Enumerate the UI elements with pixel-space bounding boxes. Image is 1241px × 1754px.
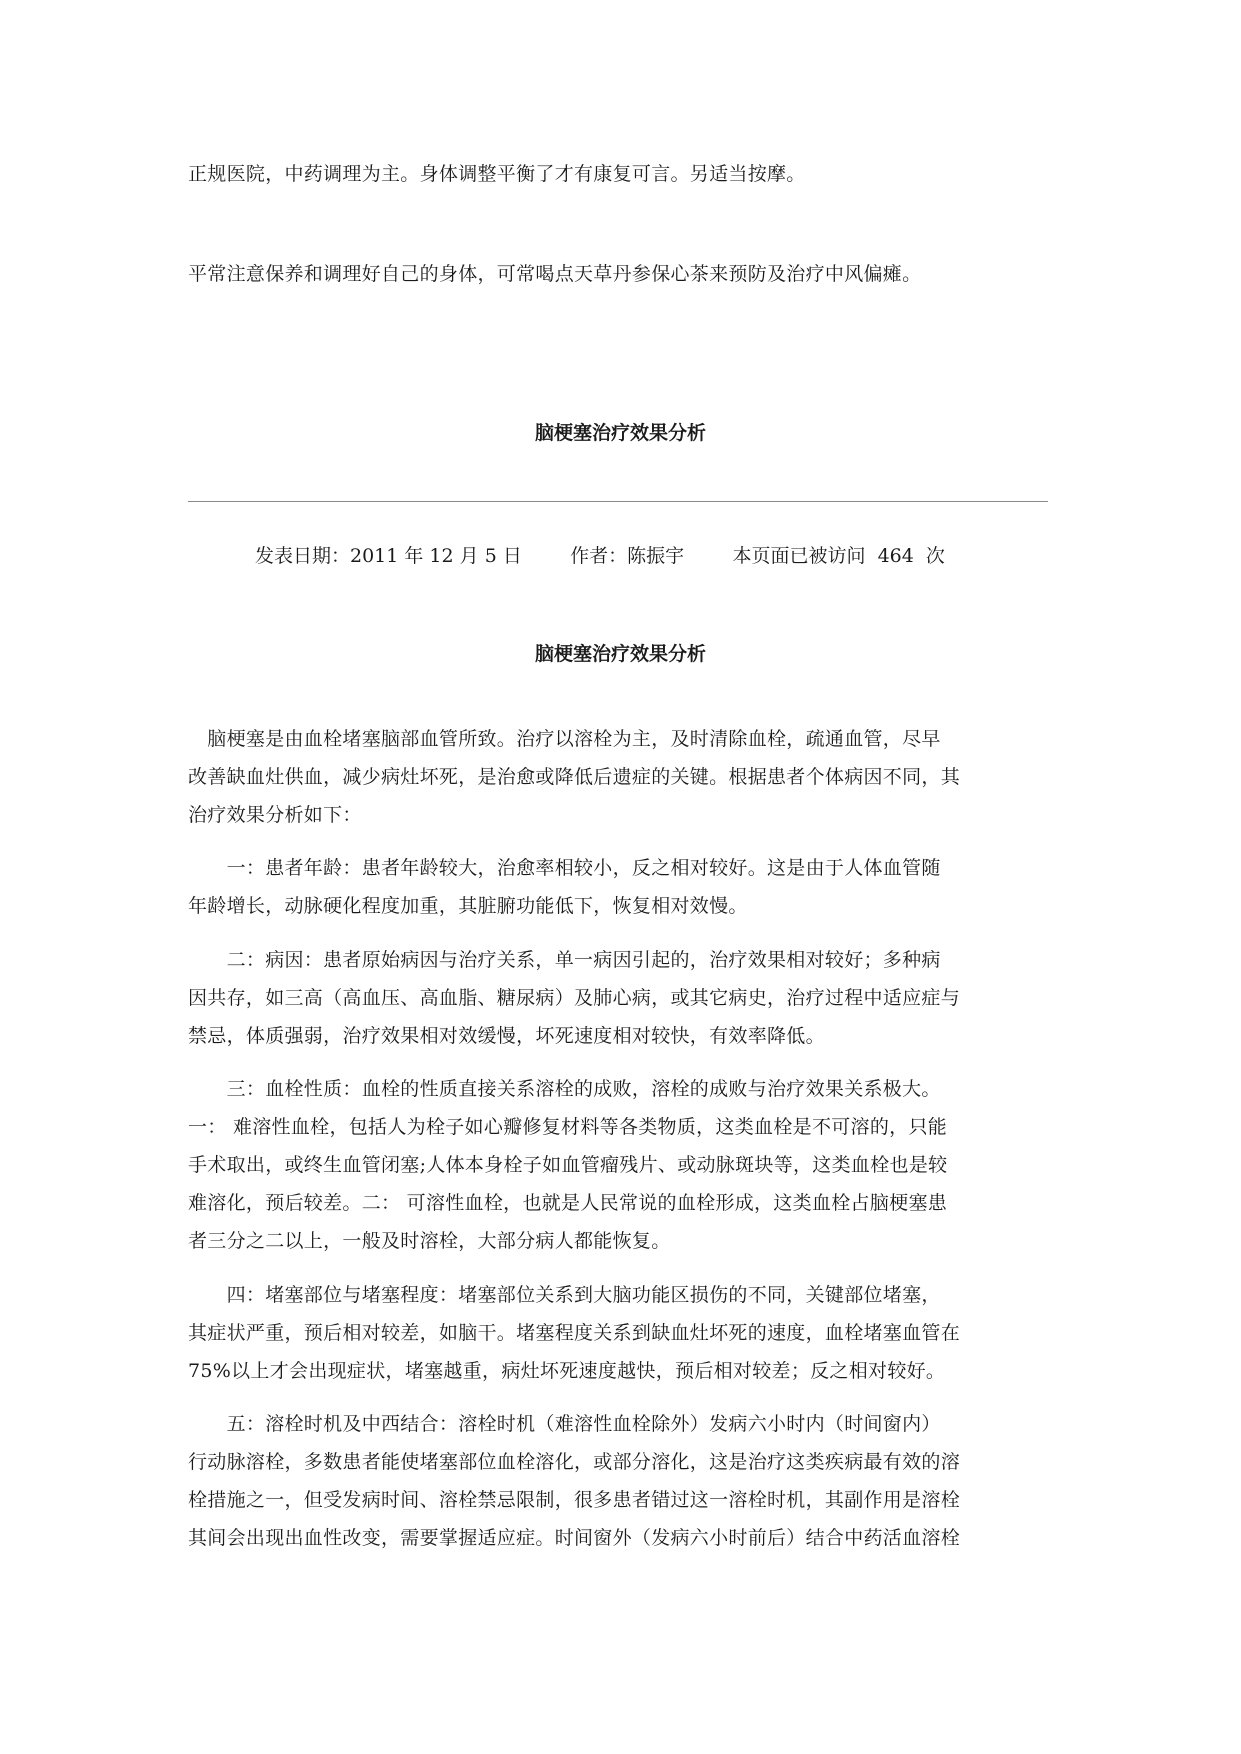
body-line: 四：堵塞部位与堵塞程度：堵塞部位关系到大脑功能区损伤的不同，关键部位堵塞， — [188, 1284, 941, 1306]
body-line: 75%以上才会出现症状，堵塞越重，病灶坏死速度越快，预后相对较差；反之相对较好。 — [188, 1360, 946, 1382]
intro-paragraph-2: 平常注意保养和调理好自己的身体，可常喝点天草丹参保心茶来预防及治疗中风偏瘫。 — [188, 263, 922, 285]
body-line: 手术取出，或终生血管闭塞;人体本身栓子如血管瘤残片、或动脉斑块等，这类血栓也是较 — [188, 1154, 948, 1176]
page-title: 脑梗塞治疗效果分析 — [534, 422, 706, 444]
body-line: 治疗效果分析如下： — [188, 804, 362, 826]
visit-count: 本页面已被访问 464 次 — [732, 545, 945, 567]
body-line: 年龄增长，动脉硬化程度加重，其脏腑功能低下，恢复相对效慢。 — [188, 895, 748, 917]
body-line: 一：患者年龄：患者年龄较大，治愈率相较小，反之相对较好。这是由于人体血管随 — [188, 857, 941, 879]
publish-date: 发表日期：2011 年 12 月 5 日 — [255, 545, 522, 567]
title-divider — [188, 501, 1048, 502]
body-line: 者三分之二以上，一般及时溶栓，大部分病人都能恢复。 — [188, 1230, 671, 1252]
body-line: 其间会出现出血性改变，需要掌握适应症。时间窗外（发病六小时前后）结合中药活血溶栓 — [188, 1527, 961, 1549]
article-heading: 脑梗塞治疗效果分析 — [534, 643, 706, 665]
body-line: 其症状严重，预后相对较差，如脑干。堵塞程度关系到缺血灶坏死的速度，血栓堵塞血管在 — [188, 1322, 961, 1344]
body-line: 行动脉溶栓，多数患者能使堵塞部位血栓溶化，或部分溶化，这是治疗这类疾病最有效的溶 — [188, 1451, 961, 1473]
body-line: 二：病因：患者原始病因与治疗关系，单一病因引起的，治疗效果相对较好；多种病 — [188, 949, 941, 971]
body-line: 难溶化，预后较差。二： 可溶性血栓，也就是人民常说的血栓形成，这类血栓占脑梗塞患 — [188, 1192, 948, 1214]
body-line: 五：溶栓时机及中西结合：溶栓时机（难溶性血栓除外）发病六小时内（时间窗内） — [188, 1413, 941, 1435]
body-line: 因共存，如三高（高血压、高血脂、糖尿病）及肺心病，或其它病史，治疗过程中适应症与 — [188, 987, 961, 1009]
body-line: 三：血栓性质：血栓的性质直接关系溶栓的成败，溶栓的成败与治疗效果关系极大。 — [188, 1078, 941, 1100]
body-line: 栓措施之一，但受发病时间、溶栓禁忌限制，很多患者错过这一溶栓时机，其副作用是溶栓 — [188, 1489, 961, 1511]
body-line: 脑梗塞是由血栓堵塞脑部血管所致。治疗以溶栓为主，及时清除血栓，疏通血管，尽早 — [188, 728, 941, 750]
body-line: 一： 难溶性血栓，包括人为栓子如心瓣修复材料等各类物质，这类血栓是不可溶的，只能 — [188, 1116, 948, 1138]
intro-paragraph-1: 正规医院，中药调理为主。身体调整平衡了才有康复可言。另适当按摩。 — [188, 163, 806, 185]
author: 作者：陈振宇 — [570, 545, 685, 567]
body-line: 改善缺血灶供血，减少病灶坏死，是治愈或降低后遗症的关键。根据患者个体病因不同，其 — [188, 766, 961, 788]
article-meta — [255, 541, 945, 571]
body-line: 禁忌，体质强弱，治疗效果相对效缓慢，坏死速度相对较快，有效率降低。 — [188, 1025, 825, 1047]
